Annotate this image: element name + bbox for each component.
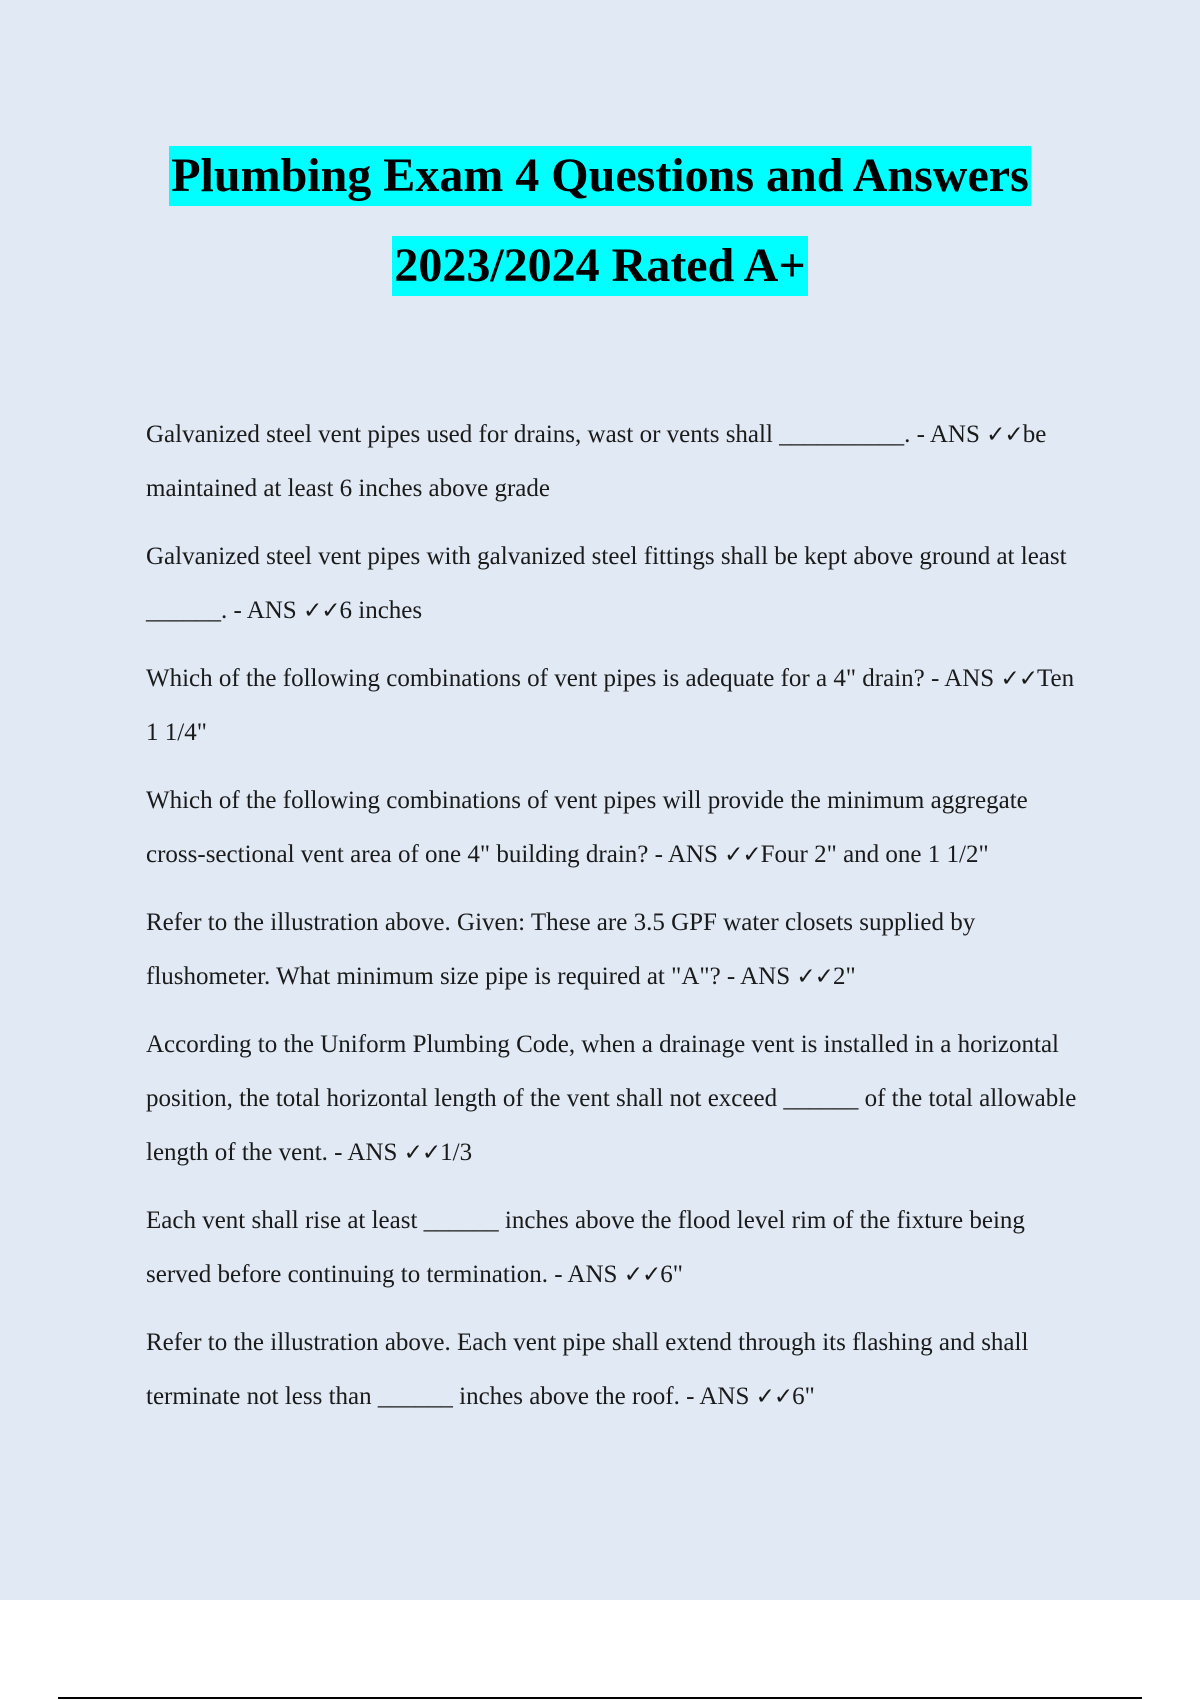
qa-item	[146, 408, 1086, 516]
double-check-icon: ✓✓	[986, 422, 1023, 448]
qa-item	[146, 774, 1086, 882]
answer-prefix: ANS	[347, 1139, 398, 1166]
answer-prefix: ANS	[699, 1383, 750, 1410]
qa-item	[146, 1194, 1086, 1302]
answer-text: Ten 1 1/4"	[146, 665, 1075, 746]
double-check-icon: ✓✓	[755, 1384, 793, 1410]
qa-item	[146, 1018, 1086, 1180]
question-text: According to the Uniform Plumbing Code, when a drainage vent is installed in a horizontal position, the total horizontal length of the vent shall not exceed ______ of the total allowable length of the vent. -	[146, 1031, 1077, 1166]
qa-item	[146, 896, 1086, 1004]
answer-prefix: ANS	[740, 963, 791, 990]
double-check-icon: ✓✓	[796, 964, 833, 990]
question-text: Each vent shall rise at least ______ inches above the flood level rim of the fixture being served before continuing to termination. -	[146, 1207, 1025, 1288]
qa-item	[146, 652, 1086, 760]
double-check-icon: ✓✓	[724, 842, 761, 868]
question-text: Refer to the illustration above. Each vent pipe shall extend through its flashing and shall terminate not less than ______ inches above the roof. -	[146, 1329, 1029, 1410]
qa-item	[146, 530, 1086, 638]
double-check-icon: ✓✓	[302, 598, 340, 624]
double-check-icon: ✓✓	[1000, 666, 1037, 692]
answer-text: 6"	[792, 1383, 815, 1410]
title-line-1: Plumbing Exam 4 Questions and Answers	[169, 146, 1031, 206]
footer-divider	[58, 1697, 1142, 1699]
answer-text: 6 inches	[339, 597, 423, 624]
document-title	[0, 146, 1200, 296]
answer-text: 1/3	[440, 1139, 473, 1166]
answer-text: 2"	[832, 963, 856, 990]
double-check-icon: ✓✓	[403, 1140, 441, 1166]
answer-text: Four 2" and one 1 1/2"	[760, 841, 989, 868]
title-line-2: 2023/2024 Rated A+	[392, 236, 807, 296]
question-text: Galvanized steel vent pipes used for drains, wast or vents shall __________. -	[146, 421, 930, 448]
answer-prefix: ANS	[246, 597, 297, 624]
answer-prefix: ANS	[567, 1261, 618, 1288]
qa-item	[146, 1316, 1086, 1424]
answer-prefix: ANS	[667, 841, 718, 868]
question-text: Refer to the illustration above. Given: These are 3.5 GPF water closets supplied by flushometer. What minimum size pipe is required at "A"? -	[146, 909, 976, 990]
question-text: Which of the following combinations of vent pipes will provide the minimum aggregate cross-sectional vent area of one 4" building drain? -	[146, 787, 1028, 868]
answer-text: 6"	[660, 1261, 683, 1288]
double-check-icon: ✓✓	[623, 1262, 661, 1288]
question-text: Which of the following combinations of vent pipes is adequate for a 4" drain? -	[146, 665, 945, 692]
answer-prefix: ANS	[944, 665, 995, 692]
answer-prefix: ANS	[929, 421, 980, 448]
answer-text: be maintained at least 6 inches above grade	[146, 421, 1047, 502]
question-text: Galvanized steel vent pipes with galvanized steel fittings shall be kept above ground at least ______. -	[146, 543, 1067, 624]
qa-list	[146, 408, 1086, 1438]
